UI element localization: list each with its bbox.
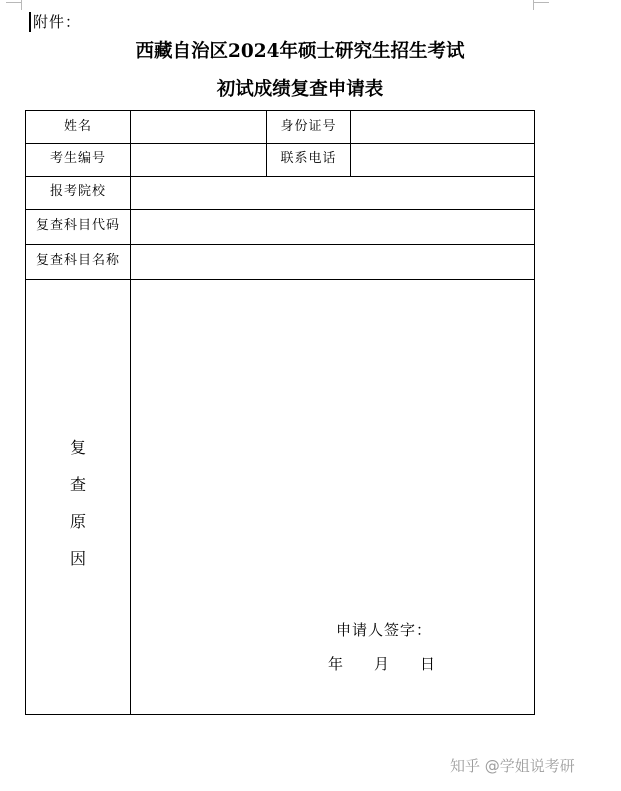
document-subtitle: 初试成绩复查申请表 — [216, 79, 384, 100]
date-year-label: 年 — [328, 655, 344, 673]
candidate-number-field[interactable] — [131, 144, 266, 176]
subject-code-label: 复查科目代码 — [35, 218, 120, 233]
page-corner-mark-left-v — [21, 0, 22, 10]
applied-school-field[interactable] — [131, 177, 534, 209]
subject-name-field[interactable] — [131, 245, 534, 279]
watermark: 知乎 @学姐说考研 — [450, 757, 575, 775]
name-field[interactable] — [131, 111, 266, 143]
id-number-field[interactable] — [351, 111, 534, 143]
phone-field[interactable] — [351, 144, 534, 176]
applicant-signature-label: 申请人签字： — [336, 621, 433, 639]
reason-label — [26, 429, 130, 577]
reason-label-char: 复 — [69, 438, 86, 457]
reason-label-char: 查 — [69, 475, 86, 494]
applied-school-label: 报考院校 — [49, 184, 106, 199]
page-corner-mark-right — [533, 2, 549, 3]
page-corner-mark-right-v — [533, 0, 534, 10]
subject-code-field[interactable] — [131, 210, 534, 244]
date-day-label: 日 — [420, 655, 436, 673]
date-month-label: 月 — [374, 655, 390, 673]
phone-label: 联系电话 — [280, 151, 337, 166]
text-cursor — [29, 12, 31, 32]
id-number-label: 身份证号 — [280, 119, 337, 134]
application-form-table — [25, 110, 535, 715]
reason-label-char: 因 — [69, 549, 86, 568]
reason-field[interactable] — [131, 280, 534, 610]
document-title: 西藏自治区2024年硕士研究生招生考试 — [135, 41, 465, 62]
candidate-number-label: 考生编号 — [49, 151, 106, 166]
page-corner-mark-left — [6, 2, 22, 3]
attachment-label: 附件： — [33, 13, 82, 31]
name-label: 姓名 — [63, 119, 92, 134]
subject-name-label: 复查科目名称 — [35, 253, 120, 268]
reason-label-char: 原 — [69, 512, 86, 531]
